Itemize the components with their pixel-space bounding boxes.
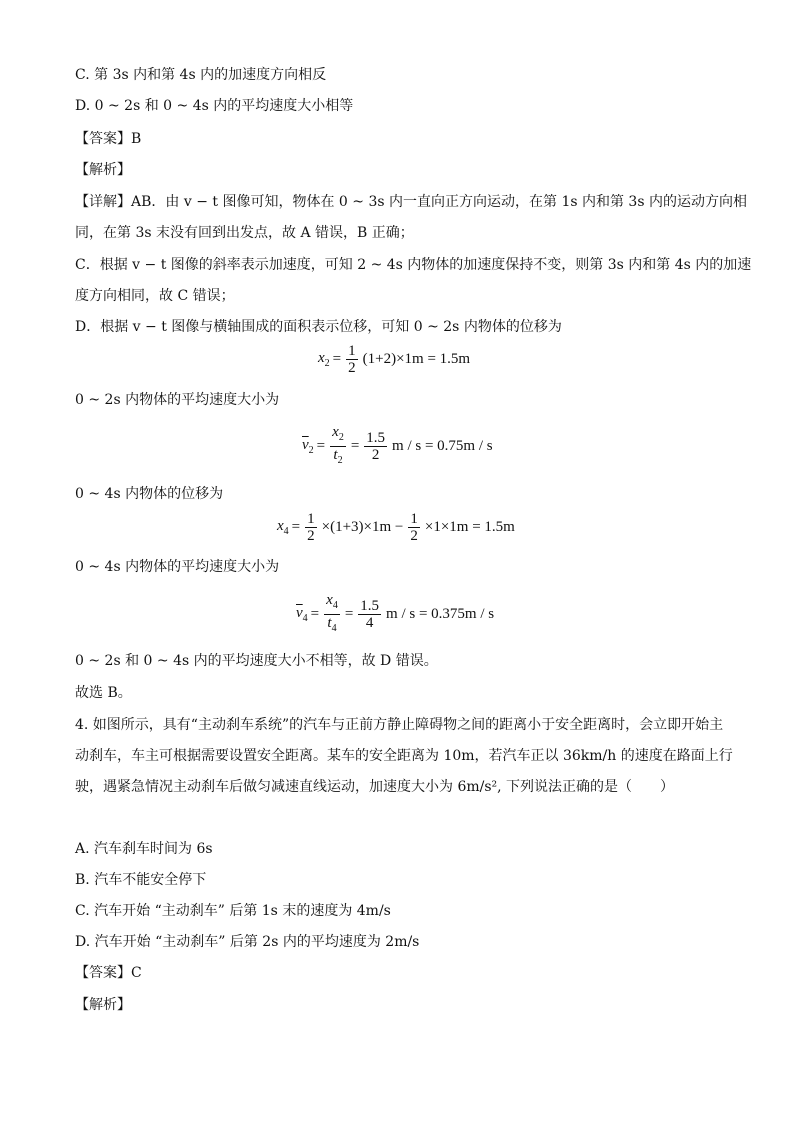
- option-a: A. 汽车刹车时间为 6s: [75, 841, 213, 857]
- formula-avg-velocity-4s: $\overline{v}_4$ = $\frac{x_4}{t_4}$ = $\frac{1.5}{4}$ m / s = 0.375m / s: [296, 592, 495, 634]
- detail-line-1: 【详解】AB．由 v − t 图像可知，物体在 0 ~ 3s 内一直向正方向运动，在第 1s 内和第 3s 内的运动方向相: [75, 194, 747, 210]
- choose-line: 故选 B。: [75, 685, 132, 701]
- analysis-label: 【解析】: [75, 162, 131, 178]
- analysis-label-2: 【解析】: [75, 997, 131, 1013]
- detail-line-7: 0 ~ 4s 内物体的位移为: [75, 486, 224, 502]
- detail-line-5: D．根据 v − t 图像与横轴围成的面积表示位移，可知 0 ~ 2s 内物体的位移为: [75, 319, 562, 335]
- option-d: D. 汽车开始 “主动刹车” 后第 2s 内的平均速度为 2m/s: [75, 934, 420, 950]
- detail-line-9: 0 ~ 2s 和 0 ~ 4s 内的平均速度大小不相等，故 D 错误。: [75, 653, 438, 669]
- answer-label-2: 【答案】C: [75, 965, 142, 981]
- question-4-line-1: 4. 如图所示，具有“主动刹车系统”的汽车与正前方静止障碍物之间的距离小于安全距离时，会立即开始主: [75, 717, 724, 733]
- formula-displacement-4s: $x_4$ = $\frac{1}{2}$ ×(1+3)×1m − $\frac{1}{2}$ ×1×1m = 1.5m: [277, 511, 515, 544]
- option-b: B. 汽车不能安全停下: [75, 872, 207, 888]
- option-c: C. 汽车开始 “主动刹车” 后第 1s 末的速度为 4m/s: [75, 903, 391, 919]
- detail-line-2: 同，在第 3s 末没有回到出发点，故 A 错误，B 正确；: [75, 225, 414, 241]
- detail-line-3: C．根据 v − t 图像的斜率表示加速度，可知 2 ~ 4s 内物体的加速度保持不变，则第 3s 内和第 4s 内的加速: [75, 257, 752, 273]
- option-d-line: D. 0 ~ 2s 和 0 ~ 4s 内的平均速度大小相等: [75, 98, 354, 114]
- option-c-line: C. 第 3s 内和第 4s 内的加速度方向相反: [75, 67, 327, 83]
- answer-label: 【答案】B: [75, 131, 142, 147]
- formula-avg-velocity-2s: $\overline{v}_2$ = $\frac{x_2}{t_2}$ = $\frac{1.5}{2}$ m / s = 0.75m / s: [302, 424, 493, 466]
- detail-line-8: 0 ~ 4s 内物体的平均速度大小为: [75, 559, 280, 575]
- question-4-line-3: 驶，遇紧急情况主动刹车后做匀减速直线运动，加速度大小为 6m/s², 下列说法正确的是（ ）: [75, 779, 675, 795]
- detail-line-6: 0 ~ 2s 内物体的平均速度大小为: [75, 392, 280, 408]
- formula-displacement-2s: $x_2$ = $\frac{1}{2}$ (1+2)×1m = 1.5m: [318, 343, 471, 376]
- detail-line-4: 度方向相同，故 C 错误；: [75, 288, 235, 304]
- question-4-line-2: 动刹车，车主可根据需要设置安全距离。某车的安全距离为 10m，若汽车正以 36km/h 的速度在路面上行: [75, 748, 733, 764]
